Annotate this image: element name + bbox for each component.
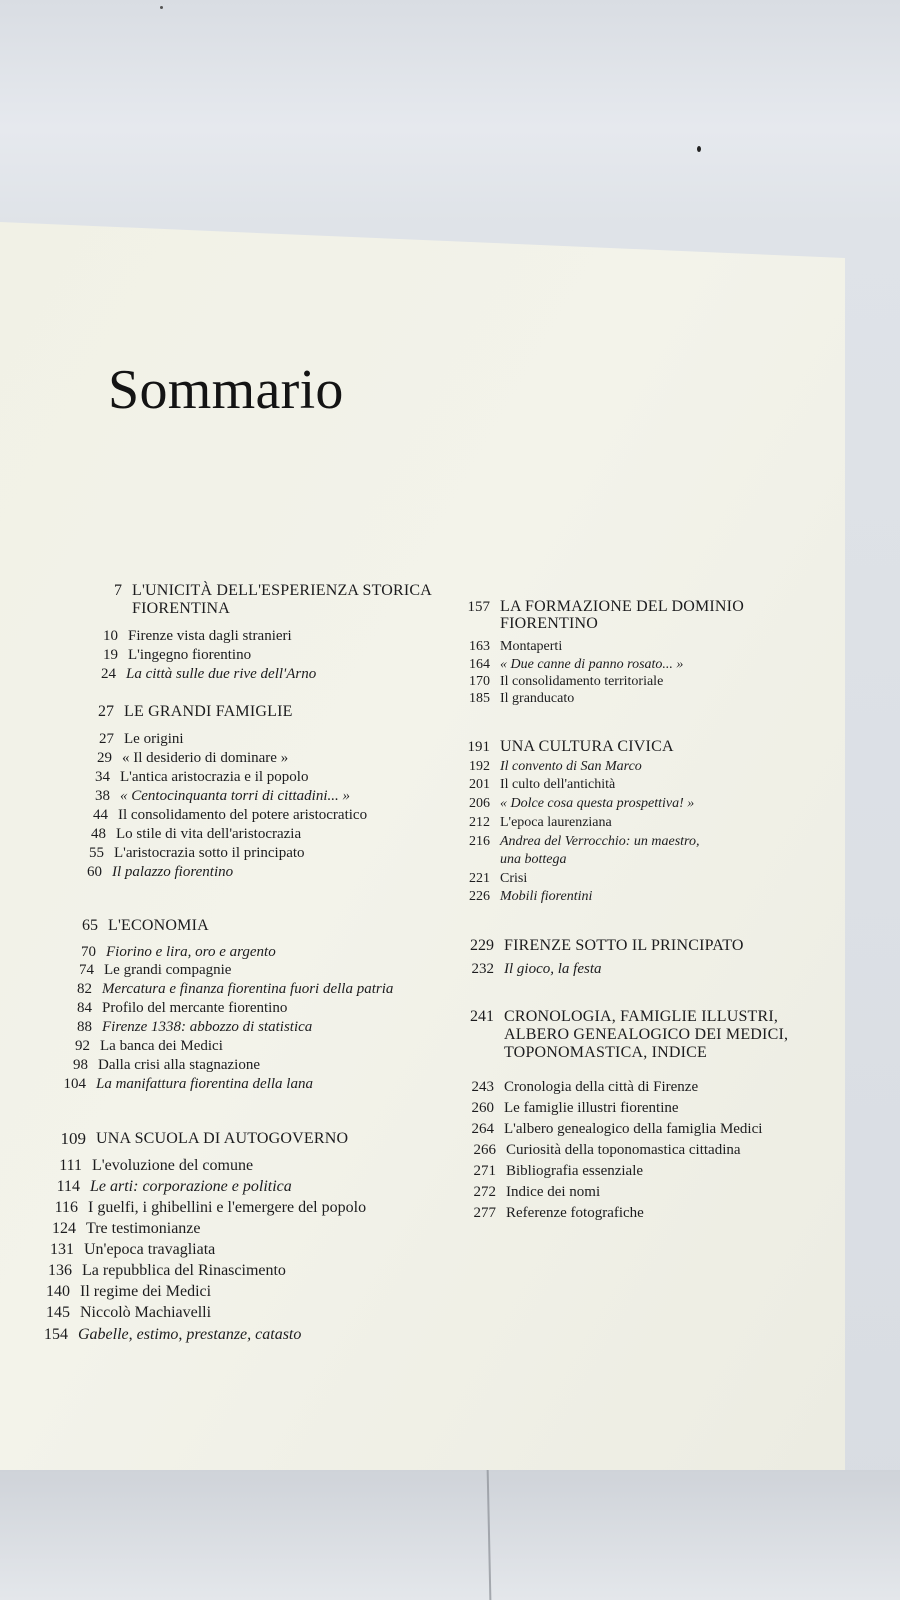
toc-entry (103, 646, 252, 664)
toc-section-heading (60, 1129, 349, 1148)
page-number: 48 (91, 826, 106, 842)
toc-entry (101, 665, 317, 683)
toc-entry (469, 870, 528, 888)
page-number: 226 (469, 889, 490, 904)
entry-title: Il consolidamento territoriale (500, 674, 664, 689)
entry-title: La manifattura fiorentina della lana (96, 1076, 313, 1092)
toc-entry (473, 1162, 644, 1180)
section-title: L'ECONOMIA (108, 917, 209, 934)
entry-title: I guelfi, i ghibellini e l'emergere del popolo (88, 1199, 367, 1216)
toc-entry (87, 863, 234, 881)
page-number: 145 (46, 1304, 70, 1321)
page-number: 241 (470, 1008, 494, 1025)
toc-section-heading (470, 937, 744, 955)
entry-title: Cronologia della città di Firenze (504, 1079, 699, 1095)
page-number: 212 (469, 815, 490, 830)
entry-title: Il granducato (500, 691, 575, 706)
toc-entry (93, 806, 368, 824)
toc-section-heading (82, 917, 209, 935)
toc-entry (75, 1037, 223, 1055)
page-number: 136 (48, 1262, 72, 1279)
section-title: TOPONOMASTICA, INDICE (504, 1044, 708, 1061)
entry-title: L'evoluzione del comune (92, 1157, 254, 1174)
entry-title: « Dolce cosa questa prospettiva! » (500, 796, 695, 811)
section-title: UNA SCUOLA DI AUTOGOVERNO (96, 1130, 349, 1147)
page-number: 131 (50, 1241, 74, 1258)
page-number: 191 (467, 739, 490, 755)
page-number: 10 (103, 628, 118, 644)
entry-title: « Due canne di panno rosato... » (500, 657, 684, 672)
toc-entry (99, 730, 184, 748)
entry-title: La banca dei Medici (100, 1038, 223, 1054)
entry-title: Lo stile di vita dell'aristocrazia (116, 826, 302, 842)
entry-title: Bibliografia essenziale (506, 1163, 644, 1179)
toc-entry (473, 1141, 741, 1159)
toc-entry (469, 656, 684, 674)
toc-entry (81, 943, 276, 961)
entry-title: « Centocinquanta torri di cittadini... » (120, 788, 350, 804)
page-number: 19 (103, 647, 118, 663)
page-number: 92 (75, 1038, 90, 1054)
toc-entry (469, 795, 695, 813)
page-number: 264 (471, 1121, 494, 1137)
entry-title: « Il desiderio di dominare » (122, 750, 289, 766)
toc-entry (469, 888, 593, 906)
page-number: 232 (471, 961, 494, 977)
entry-title: Gabelle, estimo, prestanze, catasto (78, 1326, 302, 1343)
toc-entry (52, 1220, 201, 1238)
section-title: LA FORMAZIONE DEL DOMINIO (500, 598, 744, 615)
section-title: FIRENZE SOTTO IL PRINCIPATO (504, 937, 744, 954)
entry-title: una bottega (500, 852, 567, 867)
entry-title: Le origini (124, 731, 184, 747)
toc-entry (48, 1262, 286, 1280)
toc-entry (471, 1120, 763, 1138)
entry-title: Le grandi compagnie (104, 962, 232, 978)
entry-title: Il palazzo fiorentino (112, 864, 234, 880)
page-number: 44 (93, 807, 108, 823)
toc-entry (79, 961, 232, 979)
page-number: 185 (469, 691, 490, 706)
entry-title: Le arti: corporazione e politica (90, 1178, 292, 1195)
toc-entry (95, 768, 309, 786)
toc-entry (77, 980, 394, 998)
section-title: FIORENTINA (132, 600, 230, 617)
toc-entry (91, 825, 302, 843)
page-number: 157 (467, 599, 490, 615)
toc-entry (77, 1018, 313, 1036)
entry-title: L'aristocrazia sotto il principato (114, 845, 305, 861)
entry-title: Il convento di San Marco (500, 759, 642, 774)
toc-section-heading (114, 582, 433, 618)
entry-title: Il gioco, la festa (504, 961, 602, 977)
toc-entry (473, 1183, 601, 1201)
page-number: 206 (469, 796, 490, 811)
toc-section-heading (467, 738, 674, 756)
page-number: 154 (44, 1326, 68, 1343)
toc-entry (469, 776, 616, 794)
entry-title: Curiosità della toponomastica cittadina (506, 1142, 741, 1158)
page-number: 88 (77, 1019, 92, 1035)
toc-entry (73, 1056, 261, 1074)
section-title: CRONOLOGIA, FAMIGLIE ILLUSTRI, (504, 1008, 779, 1025)
section-title: FIORENTINO (500, 615, 598, 632)
page-number: 38 (95, 788, 110, 804)
entry-title: Le famiglie illustri fiorentine (504, 1100, 679, 1116)
page-number: 116 (54, 1199, 78, 1216)
page-number: 140 (46, 1283, 70, 1300)
toc-entry (50, 1241, 216, 1259)
page-number: 27 (98, 703, 114, 720)
page-number: 221 (469, 871, 490, 886)
page-number: 229 (470, 937, 494, 954)
page-number: 114 (56, 1178, 80, 1195)
section-title: UNA CULTURA CIVICA (500, 738, 674, 755)
entry-title: La repubblica del Rinascimento (82, 1262, 286, 1279)
page-number: 60 (87, 864, 102, 880)
toc-entry (56, 1178, 292, 1196)
entry-title: Andrea del Verrocchio: un maestro, (500, 834, 700, 849)
page-number: 277 (473, 1205, 496, 1221)
entry-title: Dalla crisi alla stagnazione (98, 1057, 261, 1073)
dust-speck (697, 146, 701, 152)
section-title: LE GRANDI FAMIGLIE (124, 703, 293, 720)
toc-entry (103, 627, 292, 645)
page-number: 201 (469, 777, 490, 792)
entry-title: Crisi (500, 871, 528, 886)
entry-title: Firenze 1338: abbozzo di statistica (102, 1019, 313, 1035)
page-number: 74 (79, 962, 94, 978)
entry-title: Montaperti (500, 639, 563, 654)
entry-title: L'ingegno fiorentino (128, 647, 252, 663)
page-number: 84 (77, 1000, 92, 1016)
toc-entry (77, 999, 288, 1017)
entry-title: Fiorino e lira, oro e argento (106, 944, 276, 960)
page-number: 260 (471, 1100, 494, 1116)
toc-entry (469, 833, 700, 869)
page-number: 271 (473, 1163, 496, 1179)
page-number: 98 (73, 1057, 88, 1073)
entry-title: Il consolidamento del potere aristocratico (118, 807, 368, 823)
page-number: 170 (469, 674, 490, 689)
page-number: 104 (63, 1076, 86, 1092)
entry-title: Mercatura e finanza fiorentina fuori della patria (102, 981, 394, 997)
page-number: 82 (77, 981, 92, 997)
entry-title: Mobili fiorentini (500, 889, 593, 904)
toc-section-heading (467, 598, 744, 632)
page-number: 216 (469, 834, 490, 849)
toc-entry (97, 749, 289, 767)
entry-title: L'albero genealogico della famiglia Medici (504, 1121, 763, 1137)
page-number: 272 (473, 1184, 496, 1200)
toc-entry (54, 1199, 367, 1217)
entry-title: Firenze vista dagli stranieri (128, 628, 292, 644)
toc-entry (469, 758, 642, 776)
page-number: 55 (89, 845, 104, 861)
entry-title: Referenze fotografiche (506, 1205, 644, 1221)
entry-title: Profilo del mercante fiorentino (102, 1000, 288, 1016)
page-number: 164 (469, 657, 490, 672)
toc-section-heading (98, 703, 293, 721)
toc-entry (95, 787, 350, 805)
toc-entry (469, 690, 575, 708)
toc-entry (89, 844, 305, 862)
entry-title: L'antica aristocrazia e il popolo (120, 769, 309, 785)
entry-title: Il culto dell'antichità (500, 777, 616, 792)
page-number: 27 (99, 731, 114, 747)
entry-title: Un'epoca travagliata (84, 1241, 216, 1258)
page-number: 29 (97, 750, 112, 766)
page-number: 70 (81, 944, 96, 960)
toc-entry (59, 1157, 254, 1175)
toc-entry (473, 1204, 644, 1222)
entry-title: L'epoca laurenziana (500, 815, 612, 830)
toc-entry (46, 1283, 212, 1301)
page-number: 109 (60, 1129, 86, 1148)
toc-entry (471, 960, 602, 978)
page-number: 124 (52, 1220, 76, 1237)
page-number: 65 (82, 917, 98, 934)
toc-entry (44, 1326, 302, 1344)
entry-title: Tre testimonianze (86, 1220, 201, 1237)
table-surface (0, 1470, 900, 1600)
page-number: 266 (473, 1142, 496, 1158)
page-number: 192 (469, 759, 490, 774)
toc-entry (471, 1078, 699, 1096)
toc-entry (469, 673, 664, 691)
dust-speck (160, 6, 163, 9)
entry-title: Niccolò Machiavelli (80, 1304, 212, 1321)
page-number: 243 (471, 1079, 494, 1095)
page-number: 24 (101, 666, 116, 682)
toc-section-heading (470, 1008, 789, 1062)
toc-entry (46, 1304, 212, 1322)
page-number: 163 (469, 639, 490, 654)
toc-entry (63, 1075, 313, 1093)
section-title: L'UNICITÀ DELL'ESPERIENZA STORICA (132, 582, 433, 599)
entry-title: Indice dei nomi (506, 1184, 601, 1200)
page-number: 111 (59, 1157, 82, 1174)
page-number: 7 (114, 582, 122, 599)
toc-entry (471, 1099, 679, 1117)
page-title: Sommario (108, 359, 344, 421)
toc-entry (469, 638, 563, 656)
toc-entry (469, 814, 612, 832)
entry-title: Il regime dei Medici (80, 1283, 212, 1300)
entry-title: La città sulle due rive dell'Arno (126, 666, 317, 682)
page-number: 34 (95, 769, 110, 785)
section-title: ALBERO GENEALOGICO DEI MEDICI, (504, 1026, 789, 1043)
